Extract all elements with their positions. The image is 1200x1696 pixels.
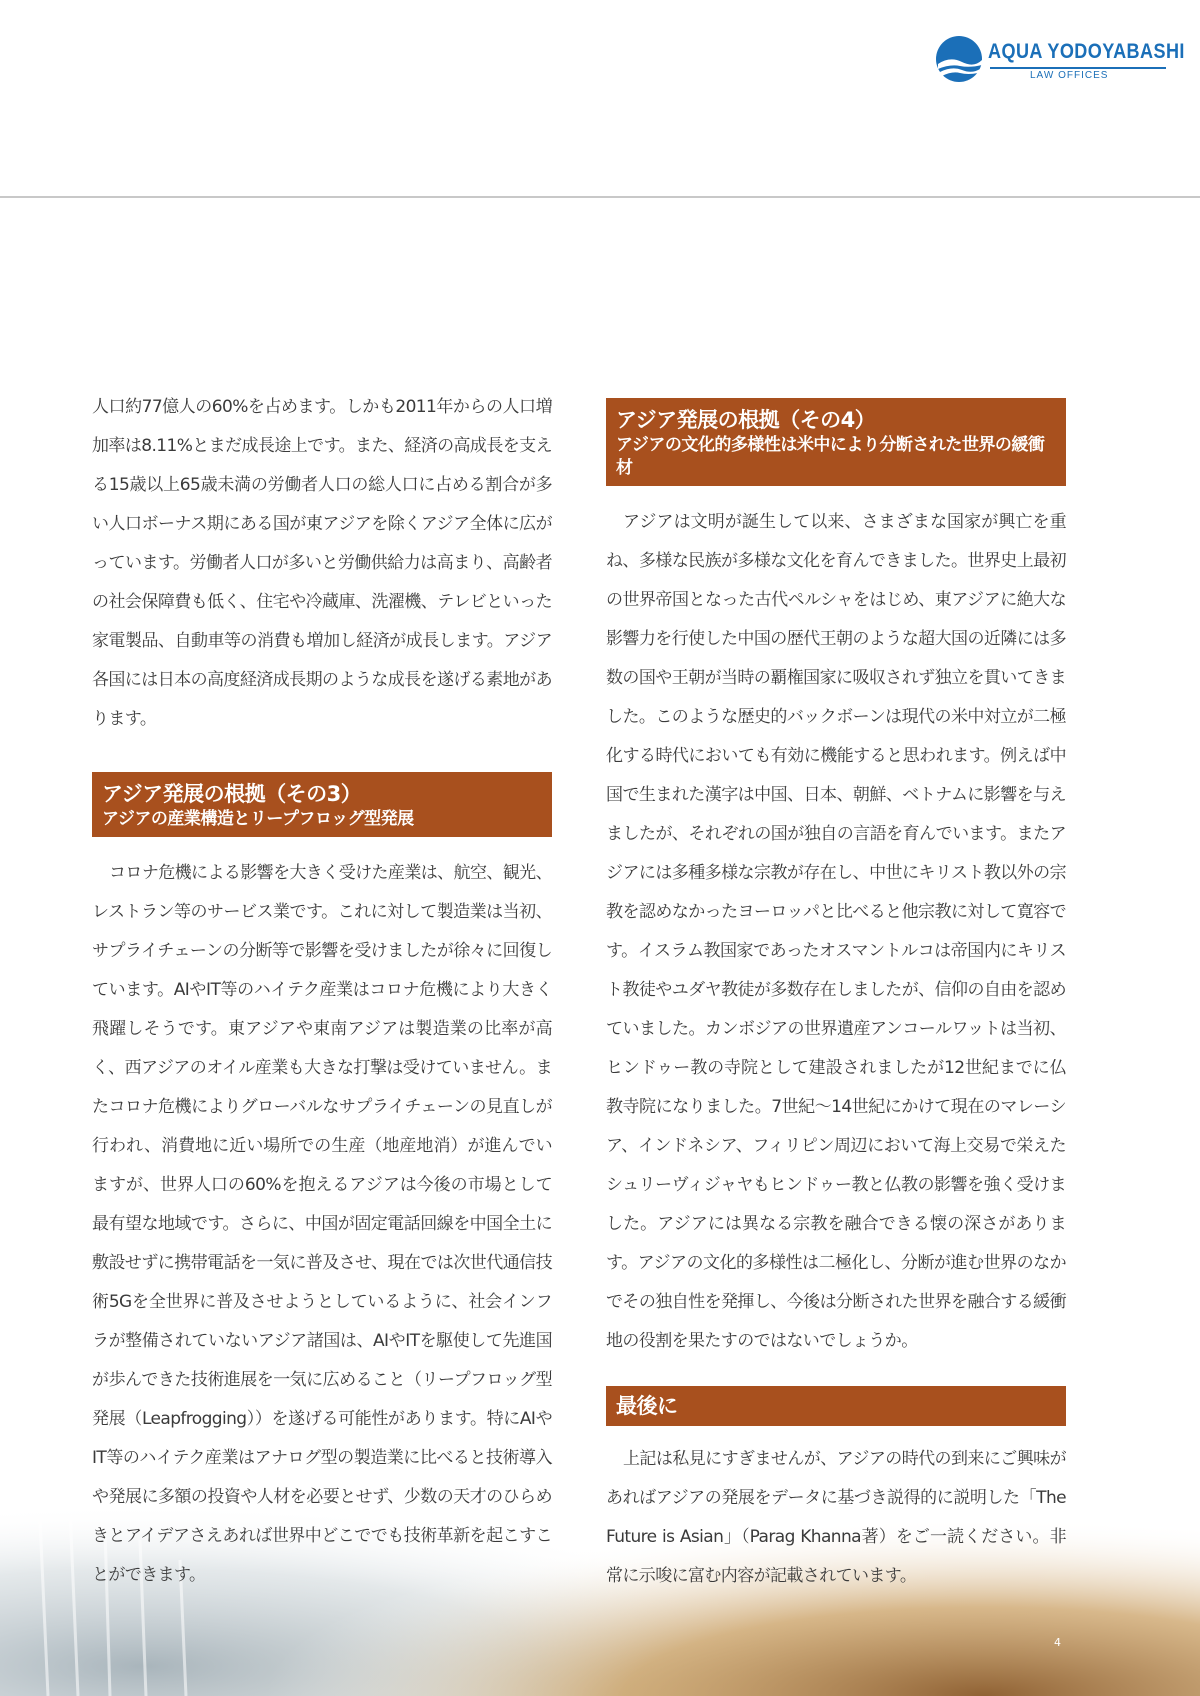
section4-title: アジア発展の根拠（その4）: [616, 408, 876, 432]
section3-subtitle: アジアの産業構造とリープフロッグ型発展: [102, 809, 414, 829]
section4-subtitle: アジアの文化的多様性は米中により分断された世界の緩衝材: [616, 435, 1045, 478]
section4-body: アジアは文明が誕生して以来、さまざまな国家が興亡を重ね、多様な民族が多様な文化を育んできました。世界史上最初の世界帝国となった古代ペルシャをはじめ、東アジアに絶大な影響力を行使した中国の歴代王朝のような超大国の近隣には多数の国や王朝が当時の覇権国家に吸収されず独立を貫いてきました。このような歴史的バックボーンは現代の米中対立が二極化する時代においても有効に機能すると思われます。例えば中国で生まれた漢字は中国、日本、朝鮮、ベトナムに影響を与えましたが、それぞれの国が独自の言語を育んでいます。またアジアには多種多様な宗教が存在し、中世にキリスト教以外の宗教を認めなかったヨーロッパと比べると他宗教に対して寛容です。イスラム教国家であったオスマントルコは帝国内にキリスト教徒やユダヤ教徒が多数存在しましたが、信仰の自由を認めていました。カンボジアの世界遺産アンコールワットは当初、ヒンドゥー教の寺院として建設されましたが12世紀までに仏教寺院になりました。7世紀～14世紀にかけて現在のマレーシア、インドネシア、フィリピン周辺において海上交易で栄えたシュリーヴィジャヤもヒンドゥー教と仏教の影響を強く受けました。アジアには異なる宗教を融合できる懐の深さがあります。アジアの文化的多様性は二極化し、分断が進む世界のなかでその独自性を発揮し、今後は分断された世界を融合する緩衝地の役割を果たすのではないでしょうか。: [606, 512, 1066, 1351]
page-number: 4: [1054, 1636, 1061, 1649]
logo-name: AQUA YODOYABASHI: [988, 40, 1185, 63]
section3-body: コロナ危機による影響を大きく受けた産業は、航空、観光、レストラン等のサービス業です。これに対して製造業は当初、サプライチェーンの分断等で影響を受けましたが徐々に回復しています。AIやIT等のハイテク産業はコロナ危機により大きく飛躍しそうです。東アジアや東南アジアは製造業の比率が高く、西アジアのオイル産業も大きな打撃は受けていません。またコロナ危機によりグローバルなサプライチェーンの見直しが行われ、消費地に近い場所での生産（地産地消）が進んでいますが、世界人口の60%を抱えるアジアは今後の市場として最有望な地域です。さらに、中国が固定電話回線を中国全土に敷設せずに携帯電話を一気に普及させ、現在では次世代通信技術5Gを全世界に普及させようとしているように、社会インフラが整備されていないアジア諸国は、AIやITを駆使して先進国が歩んできた技術進展を一気に広めること（リープフロッグ型発展（Leapfrogging））を遂げる可能性があります。特にAIやIT等のハイテク産業はアナログ型の製造業に比べると技術導入や発展に多額の投資や人材を必要とせず、少数の天才のひらめきとアイデアさえあれば世界中どこででも技術革新を起こすことができます。: [92, 863, 552, 1585]
section3-heading: [92, 772, 552, 837]
logo-wave-icon: [934, 34, 984, 84]
header-divider: [0, 196, 1200, 198]
page-header: [0, 0, 1200, 198]
conclusion-title: 最後に: [616, 1394, 678, 1418]
conclusion-heading: [606, 1386, 1066, 1426]
section4-heading: [606, 398, 1066, 486]
logo-subtitle: LAW OFFICES: [1030, 70, 1109, 81]
conclusion-body: 上記は私見にすぎませんが、アジアの時代の到来にご興味があればアジアの発展をデータに基づき説得的に説明した「The Future is Asian」（Parag Khanna著）をご一読ください。非常に示唆に富む内容が記載されています。: [606, 1449, 1066, 1586]
section3-title: アジア発展の根拠（その3）: [102, 782, 362, 806]
company-logo: [934, 34, 1185, 86]
logo-divider: [990, 67, 1166, 69]
intro-paragraph: 人口約77億人の60%を占めます。しかも2011年からの人口増加率は8.11%とまだ成長途上です。また、経済の高成長を支える15歳以上65歳未満の労働者人口の総人口に占める割合が多い人口ボーナス期にある国が東アジアを除くアジア全体に広がっています。労働者人口が多いと労働供給力は高まり、高齢者の社会保障費も低く、住宅や冷蔵庫、洗濯機、テレビといった家電製品、自動車等の消費も増加し経済が成長します。アジア各国には日本の高度経済成長期のような成長を遂げる素地があります。: [92, 397, 552, 729]
